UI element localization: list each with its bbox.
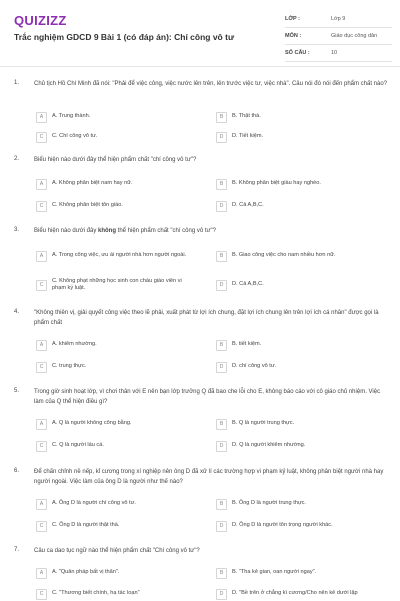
option-letter: C (36, 589, 47, 600)
option-text: B. Thật thà. (232, 113, 261, 120)
option-a[interactable] (36, 247, 192, 265)
option-letter: B (216, 340, 227, 351)
header-divider (0, 66, 400, 67)
option-text: B. Ông D là người trung thực. (232, 500, 306, 507)
meta-row-subject (285, 28, 392, 45)
option-d[interactable] (216, 439, 372, 453)
option-letter: B (216, 499, 227, 510)
option-b[interactable] (216, 417, 372, 431)
option-b[interactable] (216, 338, 372, 352)
option-letter: A (36, 568, 47, 579)
option-text: A. Trung thành. (52, 113, 91, 120)
option-a[interactable] (36, 110, 192, 124)
option-c[interactable] (36, 130, 192, 144)
option-a[interactable] (36, 417, 192, 431)
option-letter: A (36, 179, 47, 190)
option-a[interactable] (36, 566, 192, 580)
option-text: C. trung thực. (52, 363, 87, 370)
option-text: C. Không phạt những học sinh con cháu giáo viên vi phạm kỷ luật. (52, 277, 182, 291)
option-letter: A (36, 340, 47, 351)
option-letter: C (36, 132, 47, 143)
option-text: A. Q là người không công bằng. (52, 420, 132, 427)
option-b[interactable] (216, 566, 372, 580)
question-text: Chủ tịch Hồ Chí Minh đã nói: "Phải để việc công, việc nước lên trên, lên trước việc tư, việc nhà". Câu nói đó nói đến phẩm chất nào? (34, 81, 388, 87)
question-text: Trong giờ sinh hoạt lớp, vì chơi thân với E nên bạn lớp trưởng Q đã bao che lỗi cho E, không báo cáo với cô giáo chủ nhiệm. Việc làm của Q thể hiện điều gì? (34, 389, 381, 405)
question-number: 3. (14, 227, 20, 233)
option-text: A. "Quân pháp bất vị thân". (52, 569, 120, 576)
option-d[interactable] (216, 360, 372, 374)
option-letter: A (36, 112, 47, 123)
option-letter: D (216, 589, 227, 600)
option-c[interactable] (36, 276, 192, 294)
quizizz-logo[interactable] (14, 13, 67, 28)
option-d[interactable] (216, 199, 372, 213)
option-a[interactable] (36, 497, 192, 511)
option-text: C. Q là người láu cá. (52, 442, 104, 449)
option-letter: D (216, 201, 227, 212)
option-letter: D (216, 521, 227, 532)
question-text: "Không thiên vị, giải quyết công việc theo lẽ phải, xuất phát từ lợi ích chung, đặt lợi ích chung lên trên lợi ích cá nhân" được gọi là phẩm chất (34, 310, 379, 326)
option-text: D. Ông D là người tôn trọng người khác. (232, 522, 333, 529)
option-a[interactable] (36, 177, 192, 191)
option-text: D. Q là người khiêm nhường. (232, 442, 306, 449)
option-c[interactable] (36, 199, 192, 213)
question-text (34, 227, 389, 237)
option-text: A. khiêm nhường. (52, 341, 97, 348)
option-text: D. Cả A,B,C. (232, 281, 264, 288)
question-text-part: thể hiện phẩm chất "chí công vô tư"? (116, 228, 217, 234)
question-number: 5. (14, 388, 20, 394)
page-title: Trắc nghiệm GDCD 9 Bài 1 (có đáp án): Chí công vô tư (14, 32, 235, 42)
meta-key: MÔN : (285, 33, 302, 39)
option-text: C. "Thương biết chính, hạ tác loạn" (52, 590, 140, 597)
option-letter: D (216, 132, 227, 143)
question-text: Để chấn chỉnh nề nếp, kỉ cương trong xí nghiệp nên ông D đã xử lí các trường hợp vi phạm kỷ luật, không phân biệt người nhà hay người ngoài. Việc làm của ông D là người như thế nào? (34, 469, 384, 485)
option-letter: B (216, 112, 227, 123)
option-c[interactable] (36, 587, 192, 601)
option-letter: B (216, 251, 227, 262)
option-letter: A (36, 499, 47, 510)
option-b[interactable] (216, 497, 372, 511)
question-text: Câu ca dao tục ngữ nào thể hiện phẩm chất "Chí công vô tư"? (34, 548, 200, 554)
option-text: C. Không phân biệt tôn giáo. (52, 202, 123, 209)
meta-table (285, 11, 392, 62)
option-text: B. Giao công việc cho nam nhiều hơn nữ. (232, 252, 336, 259)
option-letter: C (36, 362, 47, 373)
option-d[interactable] (216, 276, 372, 294)
logo-text: QUIZIZZ (14, 13, 67, 28)
option-text: C. Ông D là người thật thà. (52, 522, 120, 529)
option-text: B. Không phân biệt giàu hay nghèo. (232, 180, 321, 187)
option-text: D. "Bề trên ở chẳng kì cương/Cho nên kẻ dưới lập (232, 590, 358, 597)
option-letter: C (36, 280, 47, 291)
question-number: 6. (14, 468, 20, 474)
option-text: A. Không phân biệt nam hay nữ. (52, 180, 133, 187)
option-letter: D (216, 362, 227, 373)
option-d[interactable] (216, 587, 372, 601)
meta-value: Giáo dục công dân (331, 33, 378, 39)
meta-key: LỚP : (285, 16, 300, 22)
option-text: D. Cả A,B,C. (232, 202, 264, 209)
option-d[interactable] (216, 130, 372, 144)
option-c[interactable] (36, 360, 192, 374)
option-text: A. Ông D là người chí công vô tư. (52, 500, 136, 507)
question-text-part: Biểu hiện nào dưới đây (34, 228, 98, 234)
option-letter: C (36, 441, 47, 452)
option-b[interactable] (216, 110, 372, 124)
meta-row-grade (285, 11, 392, 28)
question-number: 1. (14, 80, 20, 86)
question-text: Biểu hiện nào dưới đây thể hiện phẩm chất "chí công vô tư"? (34, 157, 197, 163)
option-text: B. tiết kiệm. (232, 341, 262, 348)
option-text: C. Chí công vô tư. (52, 133, 98, 140)
option-b[interactable] (216, 177, 372, 191)
question-text-emphasis: không (98, 228, 116, 234)
meta-value: Lớp 9 (331, 16, 346, 22)
question-number: 4. (14, 309, 20, 315)
option-letter: D (216, 441, 227, 452)
option-letter: A (36, 251, 47, 262)
option-letter: C (36, 201, 47, 212)
option-letter: B (216, 568, 227, 579)
option-a[interactable] (36, 338, 192, 352)
option-letter: A (36, 419, 47, 430)
option-text: A. Trong công việc, ưu ái người nhà hơn người ngoài. (52, 252, 187, 259)
meta-value: 10 (331, 50, 338, 56)
option-c[interactable] (36, 519, 192, 533)
meta-row-count (285, 45, 392, 62)
question-number: 2. (14, 156, 20, 162)
option-text: B. "Tha kẻ gian, oan người ngay". (232, 569, 317, 576)
option-c[interactable] (36, 439, 192, 453)
option-letter: C (36, 521, 47, 532)
meta-key: SỐ CÂU : (285, 50, 310, 56)
option-d[interactable] (216, 519, 372, 533)
option-letter: D (216, 280, 227, 291)
option-text: D. Tiết kiệm. (232, 133, 264, 140)
option-text: B. Q là người trung thực. (232, 420, 295, 427)
option-text: D. chí công vô tư. (232, 363, 277, 370)
option-b[interactable] (216, 247, 372, 265)
option-letter: B (216, 419, 227, 430)
page-header (0, 0, 400, 62)
question-number: 7. (14, 547, 20, 553)
option-letter: B (216, 179, 227, 190)
